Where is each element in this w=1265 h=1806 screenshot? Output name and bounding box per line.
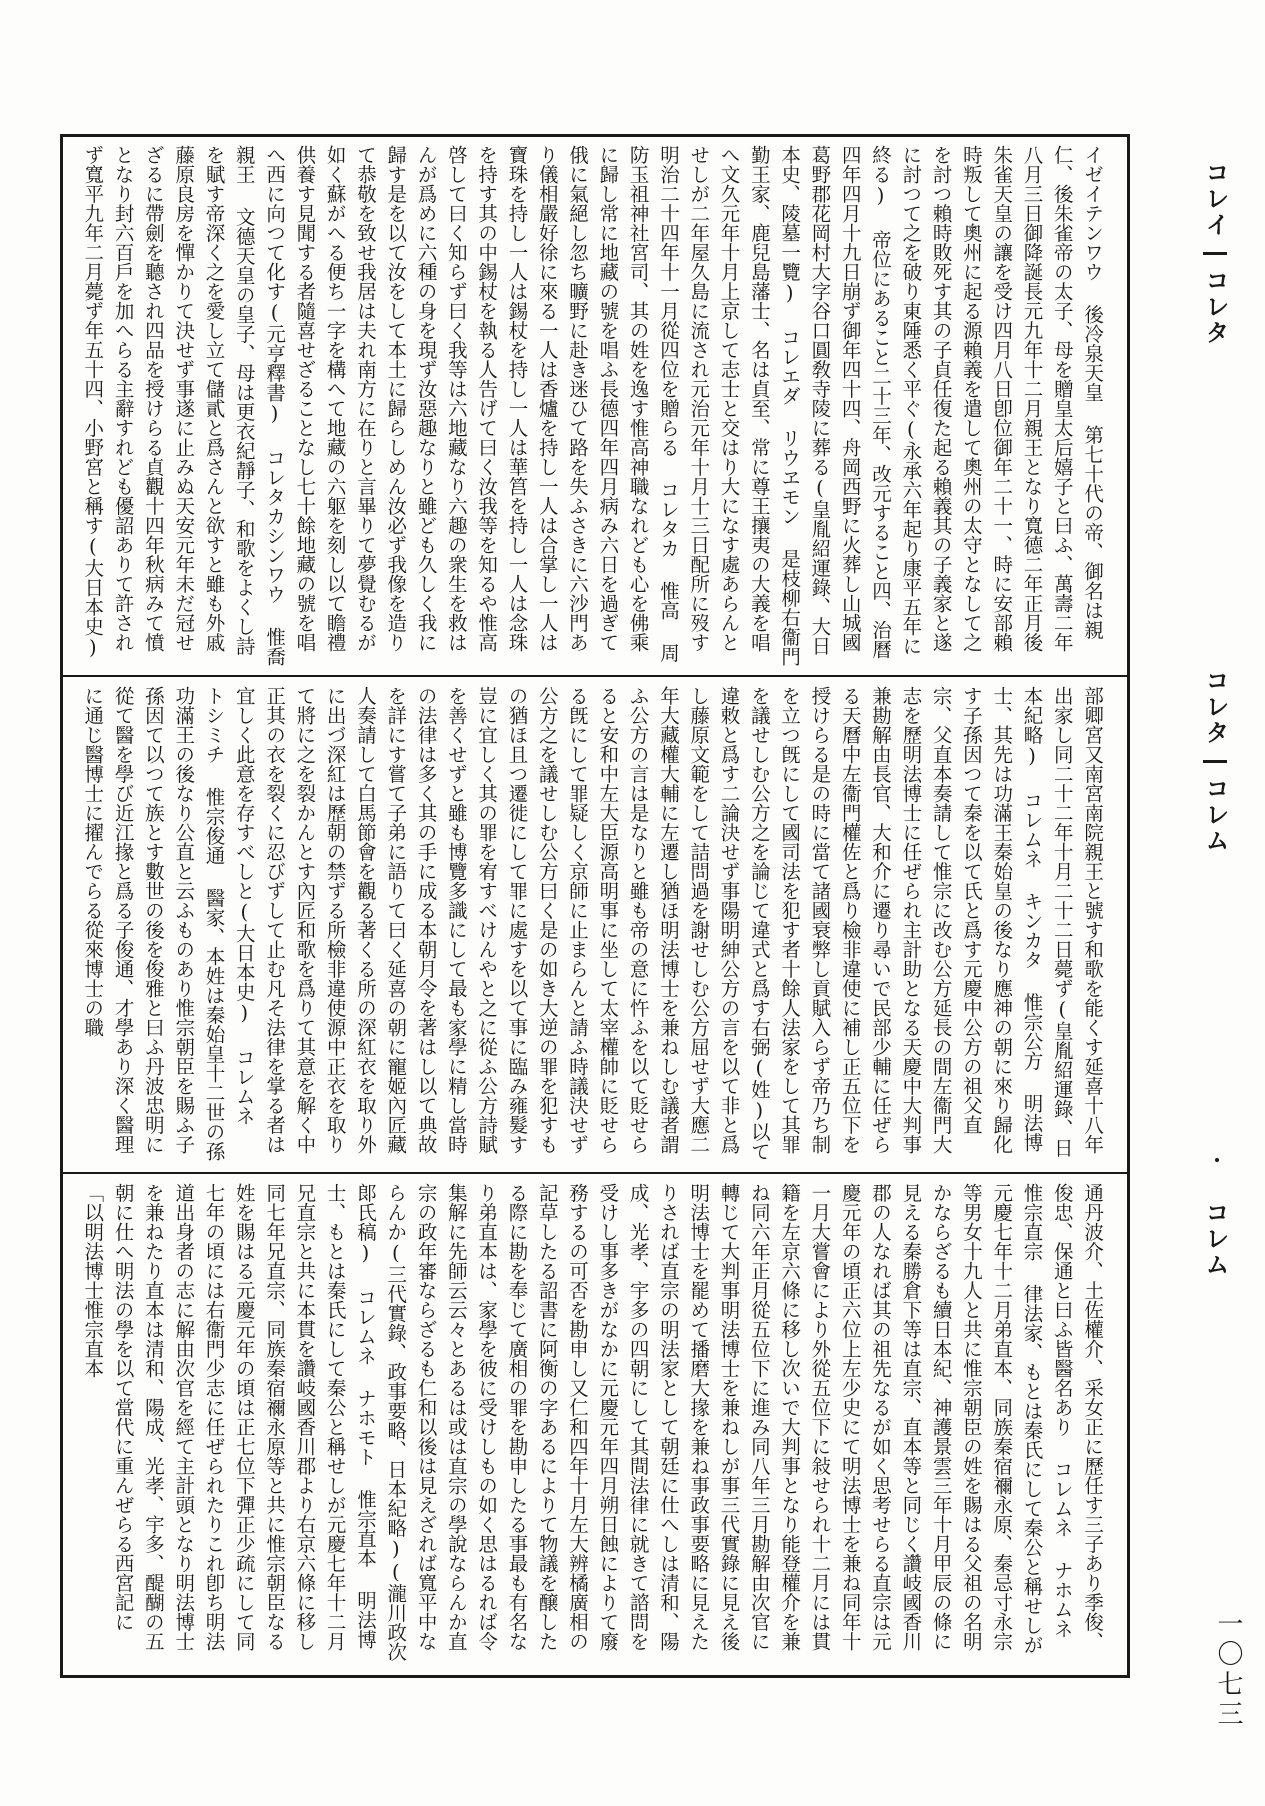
tier-bottom <box>63 1175 1127 1675</box>
margin-label-bottom: コレム <box>1201 1200 1229 1278</box>
page-frame <box>60 134 1130 1678</box>
tier-divider-1 <box>63 675 1127 677</box>
tier-middle-column <box>77 686 1109 1164</box>
margin-label-top: コレイ―コレタ <box>1201 160 1229 346</box>
tier-top-text: イゼイテンワウ 後冷泉天皇 第七十代の帝、御名は親仁、後朱雀帝の太子、母を贈皇太后嬉子と曰ふ、萬壽二年八月三日御降誕長元九年十二月親王となり寬德二年正月後朱雀天皇の讓を受け四月八日卽位御年二十一、時に安部賴時叛して奧州に起る源賴義を遣して奧州の太守となして之を討つ賴時敗死す其の子貞任復た起る賴義其の子義家と遂に討つて之を破り東陲悉く平ぐ(永承六年起り康平五年に終る) 帝位にあること二十三年、改元すること四、治曆四年四月十九日崩ず御年四十四、舟岡西野に火葬し山城國葛野郡花岡村大字谷口圓敎寺陵に葬る(皇胤紹運錄、大日本史、陵墓一覽) コレエダ リウヱモン 是枝柳右衞門 勤王家、鹿兒島藩士、名は貞至、常に尊王攘夷の大義を唱へ文久元年十月上京して志士と交はり大になす處あらんとせしが二年屋久島に流され元治元年十月十三日配所に歿す明治二十四年十一月從四位を贈らる コレタカ 惟高 周防玉祖神社宮司、其の姓を逸す惟高神職なれども心を佛乘に歸し常に地藏の號を唱ふ長德四年四月病み六日を過ぎて俄に氣絕し忽ち曠野に赴き迷ひて路を失ふさきに六沙門あり儀相嚴好徐に來る一人は香爐を持し一人は合掌し一人は寶珠を持し一人は錫杖を持し一人は華筥を持し一人は念珠を持す其の中錫杖を執る人告げて曰く汝我等を知るや惟高啓して曰く知らず曰く我等は六地藏なり六趣の衆生を救はんが爲めに六種の身を現ず汝惡趣なりと雖ども久しく我に歸す是を以て汝をして本土に歸らしめん汝必ず我像を造りて恭敬を致せ我居は夫れ南方に在りと言畢りて夢覺むるが如く蘇がへる便ち一字を構へて地藏の六躯を刻し以て瞻禮供養す見聞する者隨喜せざることなし七十餘地藏の號を唱へ西に向つて化す(元亨釋書) コレタカシンワウ 惟喬親王 文德天皇の皇子、母は更衣紀靜子、和歌をよくし詩を賦す帝深く之を愛し立て儲貳と爲さんと欲すと雖も外戚藤原良房を憚かりて決せず事遂に止みぬ天安元年未だ冠せざるに帶劍を聽され四品を授けらる貞觀十四年秋病みて憤となり封六百戶を加へらる主辭すれども優詔ありて許されず寬平九年二月薨ず年五十四、小野宮と稱す(大日本史) <box>81 145 1105 666</box>
page-number: 一〇七三 <box>1213 1610 1243 1730</box>
tier-middle <box>63 678 1127 1172</box>
tier-bottom-text: 通丹波介、土佐權介、采女正に歷任す三子あり季俊、俊忠、保通と曰ふ皆醫名あり コレムネ ナホムネ 惟宗直宗 律法家、もとは秦氏にして秦公と稱せしが元慶七年十二月弟直本、同族秦宿禰永原、秦忌寸永宗等男女十九人と共に惟宗朝臣の姓を賜はる父祖の名明かならざるも續日本紀、神護景雲三年十月甲辰の條に見える秦勝倉下等は直宗、直本等と同じく讚岐國香川郡の人なれば其の祖先なるが如く思考せらる直宗は元慶元年の頃正六位上左少史にて明法博士を兼ね同年十一月大嘗會により外從五位下に敍せられ十二月には貫籍を左京六條に移し次いで大判事となり能登權介を兼ね同六年正月從五位下に進み同八年三月勘解由次官に轉じて大判事明法博士を兼ねしが事三代實錄に見え後明法博士を罷めて播磨大掾を兼ね事政事要略に見えたりされば直宗の明法家として朝廷に仕へしは清和、陽成、光孝、宇多の四朝にして其間法律に就きて諮問を受けし事多きがなかに元慶元年四月朔日蝕によりて廢務するの可否を勘申し又仁和四年十月左大辨橘廣相の記草したる詔書に阿衡の字あるによりて物議を醸したる際に勘を奉じて廣相の罪を勘申したる事最も有名なり弟直本は、家學を彼に受けしもの如く思はるれば令集解に先師云云々とあるは或は直宗の學說ならんか直宗の政年審ならざるも仁和以後は見えざれば寬平中ならんか(三代實錄、政事要略、日本紀略)(瀧川政次郞氏稿) コレムネ ナホモト 惟宗直本 明法博士、もとは秦氏にして秦公と稱せしが元慶七年十二月兄直宗と共に本貫を讚岐國香川郡より右京六條に移し同七年兄直宗、同族秦宿禰永原等と共に惟宗朝臣なる姓を賜はる元慶元年の頃は正七位下彈正少疏にして同七年の頃には右衞門少志に任ぜられたりこれ卽ち明法道出身者の志に解由次官を經て主計頭となり明法博士を兼ねたり直本は清和、陽成、光孝、宇多、醍醐の五朝に仕へ明法の學を以て當代に重んぜらる西宮記に「以明法博士惟宗直本 <box>81 1183 1105 1662</box>
tier-middle-text: 部卿宮又南宮南院親王と號す和歌を能くす延喜十八年出家し同二十二年十月二十二日薨ず(皇胤紹運錄、日本紀略) コレムネ キンカタ 惟宗公方 明法博士、其先は功滿王秦始皇の後なり應神の朝に來り歸化す子孫因つて秦を以て氏と爲す元慶中公方の祖父直宗、父直本奏請して惟宗に改む公方延長の間左衞門大志を歷明法博士に任ぜられ主計助となる天慶中大判事兼勘解由長官、大和介に遷り尋いで民部少輔に任ぜらる天曆中左衞門權佐と爲り檢非違使に補し正五位下を授けらる是の時に當て諸國衰弊し貢賦入らず帝乃ち制を立つ旣にして國司法を犯す者十餘人法家をして其罪を議せしむ公方之を論じて違式と爲す右弼(姓)以て違敕と爲す二論決せず事陽明紳公方の言を以て非と爲し藤原文範をして詰問過を謝せしむ公方屈せず大應二年大藏權大輔に左遷し猶ほ明法博士を兼ねしむ議者謂ふ公方の言は是なりと雖も帝の意に忤ふを以て貶せらると安和中左大臣源高明事に坐して太宰權帥に貶せらる旣にして罪疑しく京師に止まらんと請ふ時議決せず公方之を議せしむ公方曰く是の如き大逆の罪を犯すもの猶ほ且つ遷徙にして罪に處すを以て事に臨み雍髮す豈に宜しく其の罪を宥すべけんやと之に從ふ公方詩賦を善くせずと雖も博覽多識にして最も家學に精し當時の法律は多く其の手に成る本朝月令を著はし以て典故を詳にす嘗て子弟に語りて曰く延喜の朝に寵姬內匠藏人奏請して白馬節會を觀る著くる所の深紅衣を取り外に出づ深紅は歷朝の禁ずる所檢非違使源中正衣を取りて將に之を裂かんとす內匠和歌を爲りて其意を解く中正其の衣を裂くに忍びずして止む凡そ法律を掌る者は宜しく此意を存すべしと(大日本史) コレムネ トシミチ 惟宗俊通 醫家、本姓は秦始皇十二世の孫功滿王の後なり公直と云ふものあり惟宗朝臣を賜ふ子孫因て以つて族とす數世の後を俊雅と曰ふ丹波忠明に從て醫を學び近江掾と爲る子俊通、才學あり深く醫理に通じ醫博士に擢んでらる從來博士の職 <box>81 686 1105 1161</box>
tier-top <box>63 137 1127 675</box>
tier-divider-2 <box>63 1172 1127 1174</box>
tier-bottom-column <box>77 1183 1109 1667</box>
tier-top-column <box>77 145 1109 667</box>
margin-label-middle: コレタ―コレム <box>1201 668 1229 854</box>
margin-dot <box>1215 1158 1219 1162</box>
